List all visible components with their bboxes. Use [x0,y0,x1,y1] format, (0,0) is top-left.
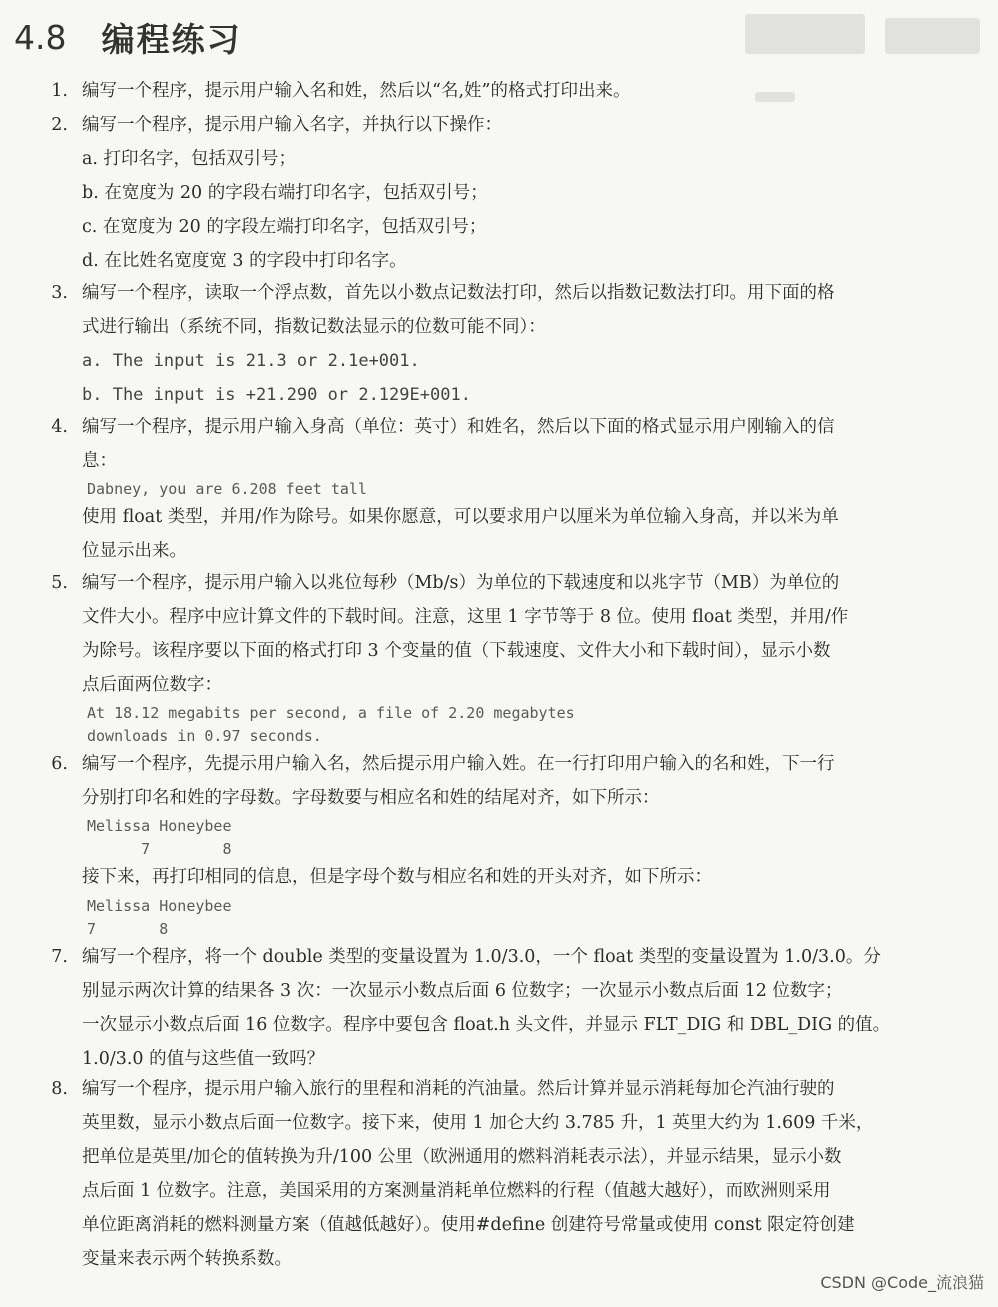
exercise-text: 编写一个程序，读取一个浮点数，首先以小数点记数法打印，然后以指数记数法打印。用下面的格 [82,283,835,303]
section-heading [14,14,242,64]
section-number: 4.8 [14,18,67,57]
exercise-number: 6. [51,754,68,774]
exercise-number: 7. [51,947,68,967]
exercise-text: 一次显示小数点后面 16 位数字。程序中要包含 float.h 头文件，并显示 FLT_DIG 和 DBL_DIG 的值。 [82,1015,891,1035]
exercise-number: 4. [51,417,68,437]
exercise-text: 单位距离消耗的燃料测量方案（值越低越好）。使用#define 创建符号常量或使用 const 限定符创建 [82,1215,855,1235]
exercise-text: 编写一个程序，提示用户输入名和姓，然后以“名,姓”的格式打印出来。 [82,81,631,101]
exercise-text: 点后面两位数字： [82,675,222,695]
exercise-number: 3. [51,283,68,303]
sub-item-b: b. 在宽度为 20 的字段右端打印名字，包括双引号； [82,183,488,203]
code-sample: Melissa Honeybee [87,897,232,915]
exercise-text: 把单位是英里/加仑的值转换为升/100 公里（欧洲通用的燃料消耗表示法），并显示结果，显示小数 [82,1147,842,1167]
exercise-text: 编写一个程序，提示用户输入以兆位每秒（Mb/s）为单位的下载速度和以兆字节（MB）为单位的 [82,573,840,593]
exercise-text: 编写一个程序，提示用户输入旅行的里程和消耗的汽油量。然后计算并显示消耗每加仑汽油行驶的 [82,1079,835,1099]
exercise-text: 别显示两次计算的结果各 3 次：一次显示小数点后面 6 位数字；一次显示小数点后面 12 位数字； [82,981,843,1001]
exercise-text: 使用 float 类型，并用/作为除号。如果你愿意，可以要求用户以厘米为单位输入身高，并以米为单 [82,507,839,527]
bleed-through-shadow [735,6,990,70]
exercise-text: 式进行输出（系统不同，指数记数法显示的位数可能不同）： [82,317,546,337]
exercise-number: 8. [51,1079,68,1099]
exercise-text: 分别打印名和姓的字母数。字母数要与相应名和姓的结尾对齐，如下所示： [82,788,660,808]
exercise-text: 为除号。该程序要以下面的格式打印 3 个变量的值（下载速度、文件大小和下载时间），显示小数 [82,641,831,661]
exercise-number: 2. [51,115,68,135]
exercise-text: 编写一个程序，先提示用户输入名，然后提示用户输入姓。在一行打印用户输入的名和姓，下一行 [82,754,835,774]
code-sample: 7 8 [87,840,232,858]
code-sample: Dabney, you are 6.208 feet tall [87,480,367,498]
exercise-number: 5. [51,573,68,593]
sub-item-b: b. The input is +21.290 or 2.129E+001. [82,385,471,405]
exercise-text: 息： [82,451,117,471]
exercise-text: 1.0/3.0 的值与这些值一致吗？ [82,1049,325,1069]
csdn-watermark: CSDN @Code_流浪猫 [820,1273,984,1292]
sub-item-d: d. 在比姓名宽度宽 3 的字段中打印名字。 [82,251,407,271]
exercise-text: 位显示出来。 [82,541,187,561]
section-title: 编程练习 [101,20,242,59]
sub-item-a: a. The input is 21.3 or 2.1e+001. [82,351,420,371]
exercise-text: 变量来表示两个转换系数。 [82,1249,292,1269]
exercise-text: 接下来，再打印相同的信息，但是字母个数与相应名和姓的开头对齐，如下所示： [82,867,712,887]
sub-item-c: c. 在宽度为 20 的字段左端打印名字，包括双引号； [82,217,487,237]
exercise-text: 文件大小。程序中应计算文件的下载时间。注意，这里 1 字节等于 8 位。使用 float 类型，并用/作 [82,607,849,627]
code-sample: At 18.12 megabits per second, a file of 2.20 megabytes [87,704,575,722]
code-sample: downloads in 0.97 seconds. [87,727,322,745]
exercise-number: 1. [51,81,68,101]
exercise-text: 编写一个程序，将一个 double 类型的变量设置为 1.0/3.0，一个 float 类型的变量设置为 1.0/3.0。分 [82,947,881,967]
code-sample: Melissa Honeybee [87,817,232,835]
code-sample: 7 8 [87,920,169,938]
exercise-text: 编写一个程序，提示用户输入身高（单位：英寸）和姓名，然后以下面的格式显示用户刚输入的信 [82,417,835,437]
exercise-text: 点后面 1 位数字。注意，美国采用的方案测量消耗单位燃料的行程（值越大越好），而欧洲则采用 [82,1181,831,1201]
sub-item-a: a. 打印名字，包括双引号； [82,149,297,169]
exercise-text: 英里数，显示小数点后面一位数字。接下来，使用 1 加仑大约 3.785 升，1 英里大约为 1.609 千米， [82,1113,874,1133]
exercise-text: 编写一个程序，提示用户输入名字，并执行以下操作： [82,115,502,135]
